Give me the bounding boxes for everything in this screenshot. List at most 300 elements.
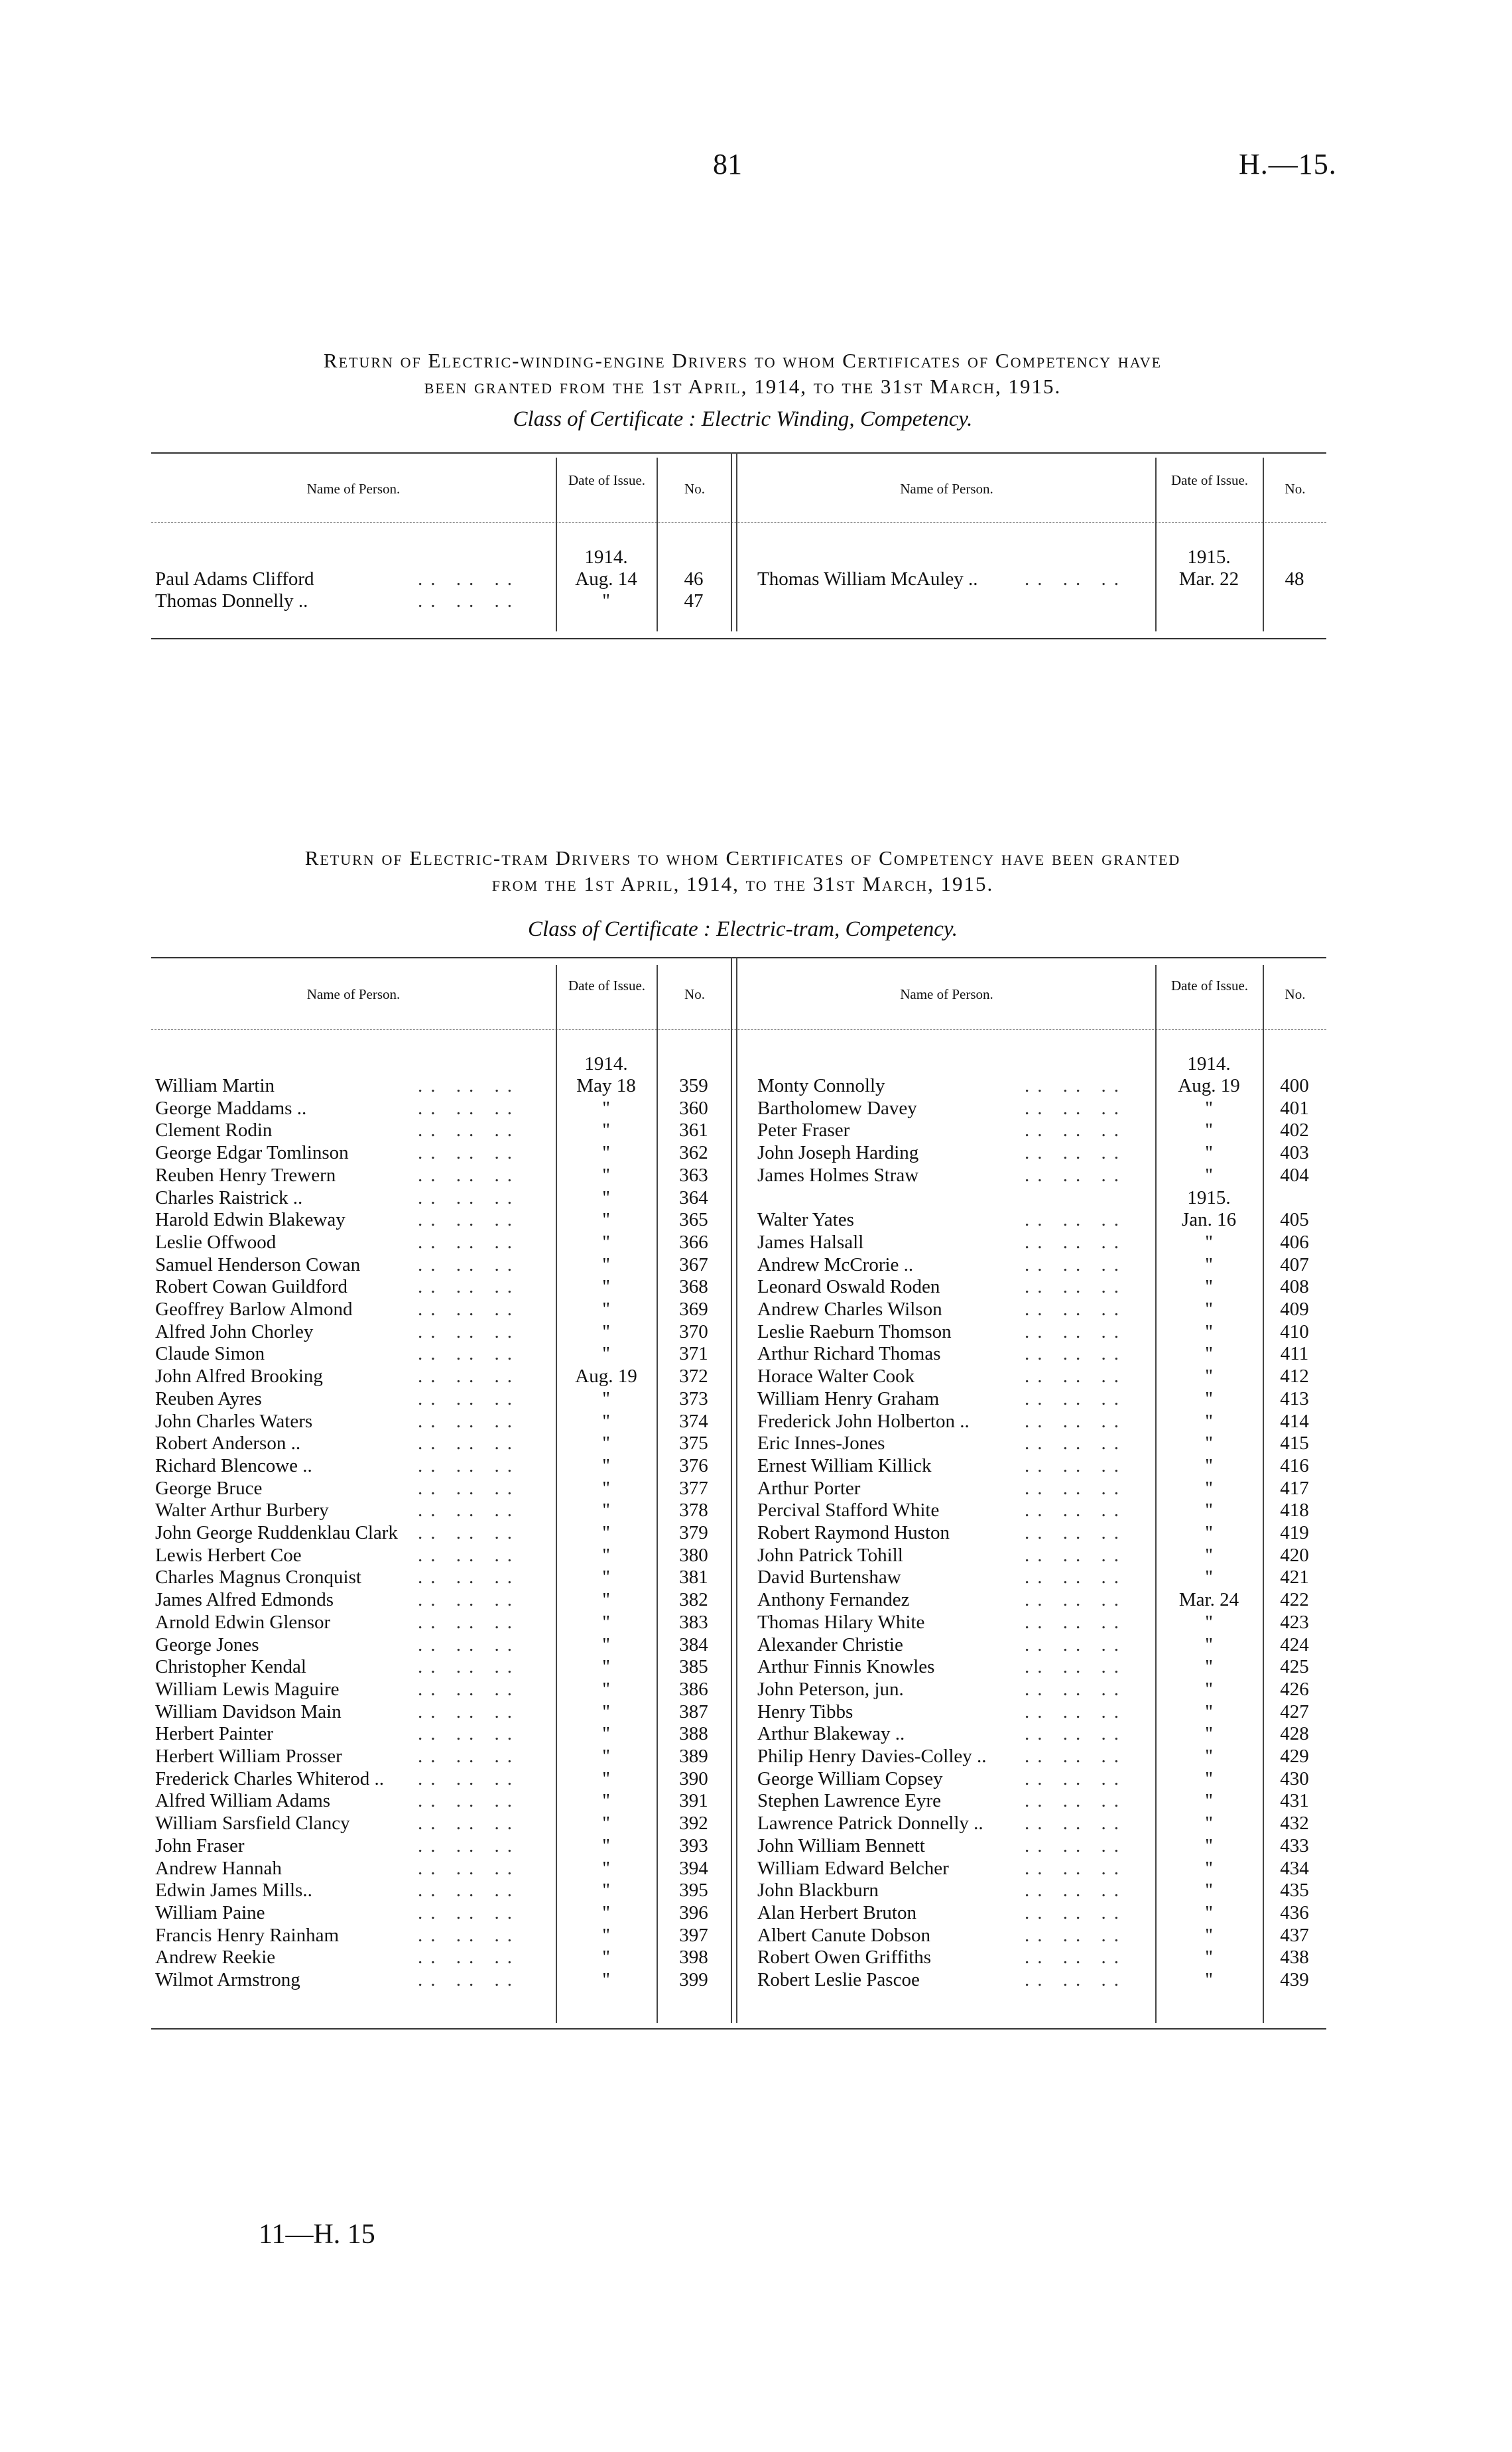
certificate-number: 402 bbox=[1280, 1120, 1309, 1141]
person-name: James Alfred Edmonds bbox=[155, 1589, 334, 1611]
person-name: Andrew Reekie bbox=[155, 1947, 276, 1968]
issue-date: " bbox=[1205, 1299, 1213, 1320]
certificate-number: 414 bbox=[1280, 1410, 1309, 1432]
issue-date: " bbox=[602, 1254, 610, 1275]
certificate-number: 438 bbox=[1280, 1947, 1309, 1968]
issue-date: " bbox=[1205, 1857, 1213, 1879]
certificate-number: 365 bbox=[679, 1209, 708, 1231]
certificate-number: 48 bbox=[1285, 568, 1304, 590]
issue-date: " bbox=[602, 1947, 610, 1968]
issue-date: " bbox=[1205, 1656, 1213, 1678]
issue-date: " bbox=[1205, 1097, 1213, 1119]
issue-date: " bbox=[602, 1276, 610, 1298]
leader-dots: .. .. .. bbox=[1025, 1164, 1127, 1186]
winding-col-date: Date of Issue. bbox=[568, 472, 646, 488]
leader-dots: .. .. .. bbox=[1025, 1500, 1127, 1521]
leader-dots: .. .. .. bbox=[1025, 1544, 1127, 1566]
certificate-number: 433 bbox=[1280, 1835, 1309, 1856]
person-name: John William Bennett bbox=[757, 1835, 925, 1856]
tram-col-name: Name of Person. bbox=[306, 986, 401, 1002]
certificate-number: 387 bbox=[679, 1701, 708, 1722]
person-name: Alfred John Chorley bbox=[155, 1321, 314, 1342]
leader-dots: .. .. .. bbox=[1025, 1142, 1127, 1164]
winding-col-name-right: Name of Person. bbox=[900, 481, 993, 497]
issue-date: " bbox=[1205, 1231, 1213, 1253]
certificate-number: 381 bbox=[679, 1567, 708, 1588]
leader-dots: .. .. .. bbox=[1025, 1768, 1127, 1789]
leader-dots: .. .. .. bbox=[418, 1321, 520, 1342]
tram-year-right-1915: 1915. bbox=[1187, 1187, 1231, 1208]
leader-dots: .. .. .. bbox=[1025, 1857, 1127, 1879]
issue-date: " bbox=[1205, 1969, 1213, 1990]
certificate-number: 366 bbox=[679, 1231, 708, 1253]
tram-top-rule bbox=[151, 957, 1326, 958]
certificate-number: 417 bbox=[1280, 1477, 1309, 1499]
issue-date: " bbox=[602, 1634, 610, 1655]
leader-dots: .. .. .. bbox=[418, 1522, 520, 1543]
certificate-number: 361 bbox=[679, 1120, 708, 1141]
person-name: Walter Arthur Burbery bbox=[155, 1500, 329, 1521]
leader-dots: .. .. .. bbox=[418, 1142, 520, 1164]
winding-col-no-right: No. bbox=[1285, 481, 1306, 497]
leader-dots: .. .. .. bbox=[1025, 1276, 1127, 1298]
leader-dots: .. .. .. bbox=[1025, 1433, 1127, 1454]
person-name: George Maddams .. bbox=[155, 1097, 307, 1119]
tram-header-rule bbox=[151, 1029, 1326, 1030]
issue-date: " bbox=[602, 1142, 610, 1164]
winding-top-rule bbox=[151, 452, 1326, 454]
leader-dots: .. .. .. bbox=[418, 1924, 520, 1946]
certificate-number: 379 bbox=[679, 1522, 708, 1543]
person-name: Arthur Porter bbox=[757, 1477, 861, 1499]
leader-dots: .. .. .. bbox=[1025, 1366, 1127, 1387]
issue-date: " bbox=[602, 1589, 610, 1611]
person-name: Lewis Herbert Coe bbox=[155, 1544, 302, 1566]
leader-dots: .. .. .. bbox=[1025, 1254, 1127, 1275]
issue-date: " bbox=[602, 1567, 610, 1588]
issue-date: " bbox=[1205, 1410, 1213, 1432]
leader-dots: .. .. .. bbox=[418, 1254, 520, 1275]
certificate-number: 384 bbox=[679, 1634, 708, 1655]
certificate-number: 360 bbox=[679, 1097, 708, 1119]
issue-date: Mar. 22 bbox=[1178, 568, 1239, 590]
issue-date: " bbox=[1205, 1454, 1213, 1476]
leader-dots: .. .. .. bbox=[1025, 1589, 1127, 1611]
person-name: George Edgar Tomlinson bbox=[155, 1142, 349, 1164]
person-name: Anthony Fernandez bbox=[757, 1589, 910, 1611]
winding-col-no: No. bbox=[684, 481, 705, 497]
winding-year-left: 1914. bbox=[584, 547, 628, 568]
leader-dots: .. .. .. bbox=[418, 1723, 520, 1745]
person-name: Christopher Kendal bbox=[155, 1656, 306, 1678]
tram-col-name-right: Name of Person. bbox=[900, 986, 993, 1002]
issue-date: " bbox=[602, 1924, 610, 1946]
issue-date: " bbox=[1205, 1768, 1213, 1789]
person-name: Bartholomew Davey bbox=[757, 1097, 917, 1119]
winding-divider bbox=[1155, 458, 1157, 631]
certificate-number: 426 bbox=[1280, 1678, 1309, 1700]
person-name: Geoffrey Barlow Almond bbox=[155, 1299, 353, 1320]
tram-year-right: 1914. bbox=[1187, 1053, 1231, 1074]
certificate-number: 420 bbox=[1280, 1544, 1309, 1566]
issue-date: " bbox=[602, 1678, 610, 1700]
issue-date: " bbox=[602, 1164, 610, 1186]
tram-class-line: Class of Certificate : Electric-tram, Competency. bbox=[528, 917, 958, 941]
issue-date: Mar. 24 bbox=[1178, 1589, 1239, 1611]
person-name: Alexander Christie bbox=[757, 1634, 903, 1655]
person-name: Leslie Raeburn Thomson bbox=[757, 1321, 952, 1342]
leader-dots: .. .. .. bbox=[418, 1790, 520, 1812]
certificate-number: 388 bbox=[679, 1723, 708, 1745]
leader-dots: .. .. .. bbox=[1025, 1880, 1127, 1902]
leader-dots: .. .. .. bbox=[418, 1209, 520, 1231]
person-name: Ernest William Killick bbox=[757, 1454, 932, 1476]
issue-date: " bbox=[602, 1813, 610, 1835]
certificate-number: 435 bbox=[1280, 1880, 1309, 1902]
certificate-number: 391 bbox=[679, 1790, 708, 1812]
leader-dots: .. .. .. bbox=[418, 1567, 520, 1588]
certificate-number: 404 bbox=[1280, 1164, 1309, 1186]
leader-dots: .. .. .. bbox=[1025, 1835, 1127, 1856]
person-name: John Fraser bbox=[155, 1835, 245, 1856]
person-name: Robert Raymond Huston bbox=[757, 1522, 950, 1543]
person-name: Edwin James Mills.. bbox=[155, 1880, 312, 1902]
person-name: Peter Fraser bbox=[757, 1120, 850, 1141]
certificate-number: 423 bbox=[1280, 1611, 1309, 1633]
certificate-number: 390 bbox=[679, 1768, 708, 1789]
tram-divider bbox=[736, 957, 737, 2023]
issue-date: " bbox=[1205, 1902, 1213, 1923]
issue-date: " bbox=[1205, 1142, 1213, 1164]
certificate-number: 421 bbox=[1280, 1567, 1309, 1588]
issue-date: " bbox=[1205, 1611, 1213, 1633]
leader-dots: .. .. .. bbox=[1025, 1209, 1127, 1231]
winding-heading-line2: been granted from the 1st April, 1914, to the 31st March, 1915. bbox=[424, 375, 1062, 398]
tram-year-left: 1914. bbox=[584, 1053, 628, 1074]
leader-dots: .. .. .. bbox=[418, 1746, 520, 1767]
issue-date: " bbox=[602, 1454, 610, 1476]
person-name: Clement Rodin bbox=[155, 1120, 273, 1141]
certificate-number: 439 bbox=[1280, 1969, 1309, 1990]
person-name: John Charles Waters bbox=[155, 1410, 313, 1432]
certificate-number: 369 bbox=[679, 1299, 708, 1320]
leader-dots: .. .. .. bbox=[1025, 1790, 1127, 1812]
certificate-number: 397 bbox=[679, 1924, 708, 1946]
issue-date: " bbox=[1205, 1723, 1213, 1745]
leader-dots: .. .. .. bbox=[1025, 1678, 1127, 1700]
person-name: John Alfred Brooking bbox=[155, 1366, 323, 1387]
certificate-number: 372 bbox=[679, 1366, 708, 1387]
issue-date: " bbox=[1205, 1433, 1213, 1454]
leader-dots: .. .. .. bbox=[1025, 1231, 1127, 1253]
certificate-number: 395 bbox=[679, 1880, 708, 1902]
certificate-number: 415 bbox=[1280, 1433, 1309, 1454]
person-name: Harold Edwin Blakeway bbox=[155, 1209, 346, 1231]
page-number: 81 bbox=[713, 148, 742, 180]
issue-date: " bbox=[602, 1410, 610, 1432]
leader-dots: .. .. .. bbox=[1025, 1902, 1127, 1923]
person-name: James Halsall bbox=[757, 1231, 864, 1253]
certificate-number: 411 bbox=[1280, 1343, 1309, 1365]
certificate-number: 419 bbox=[1280, 1522, 1309, 1543]
leader-dots: .. .. .. bbox=[1025, 1387, 1127, 1409]
issue-date: " bbox=[1205, 1366, 1213, 1387]
person-name: Frederick Charles Whiterod .. bbox=[155, 1768, 384, 1789]
leader-dots: .. .. .. bbox=[418, 1880, 520, 1902]
leader-dots: .. .. .. bbox=[418, 568, 520, 590]
leader-dots: .. .. .. bbox=[418, 1231, 520, 1253]
certificate-number: 422 bbox=[1280, 1589, 1309, 1611]
winding-year-right: 1915. bbox=[1187, 547, 1231, 568]
person-name: Arthur Finnis Knowles bbox=[757, 1656, 935, 1678]
issue-date: " bbox=[602, 1209, 610, 1231]
leader-dots: .. .. .. bbox=[418, 1343, 520, 1365]
leader-dots: .. .. .. bbox=[1025, 1454, 1127, 1476]
leader-dots: .. .. .. bbox=[1025, 1097, 1127, 1119]
leader-dots: .. .. .. bbox=[418, 1454, 520, 1476]
tram-heading-line1: Return of Electric-tram Drivers to whom Certificates of Competency have been granted bbox=[304, 846, 1181, 870]
certificate-number: 401 bbox=[1280, 1097, 1309, 1119]
leader-dots: .. .. .. bbox=[1025, 1701, 1127, 1722]
leader-dots: .. .. .. bbox=[1025, 568, 1127, 590]
person-name: Herbert Painter bbox=[155, 1723, 273, 1745]
certificate-number: 371 bbox=[679, 1343, 708, 1365]
issue-date: " bbox=[602, 1611, 610, 1633]
issue-date: " bbox=[602, 1902, 610, 1923]
leader-dots: .. .. .. bbox=[1025, 1343, 1127, 1365]
issue-date: " bbox=[602, 1723, 610, 1745]
leader-dots: .. .. .. bbox=[418, 1678, 520, 1700]
issue-date: " bbox=[1205, 1746, 1213, 1767]
person-name: Charles Raistrick .. bbox=[155, 1187, 303, 1208]
certificate-number: 370 bbox=[679, 1321, 708, 1342]
person-name: Stephen Lawrence Eyre bbox=[757, 1790, 941, 1812]
issue-date: " bbox=[602, 1321, 610, 1342]
certificate-number: 380 bbox=[679, 1544, 708, 1566]
issue-date: " bbox=[602, 1746, 610, 1767]
certificate-number: 434 bbox=[1280, 1857, 1309, 1879]
issue-date: " bbox=[602, 1522, 610, 1543]
leader-dots: .. .. .. bbox=[1025, 1075, 1127, 1096]
tram-col-no-right: No. bbox=[1285, 986, 1306, 1002]
issue-date: " bbox=[1205, 1813, 1213, 1835]
certificate-number: 412 bbox=[1280, 1366, 1309, 1387]
person-name: Leonard Oswald Roden bbox=[757, 1276, 940, 1298]
leader-dots: .. .. .. bbox=[418, 1969, 520, 1990]
certificate-number: 364 bbox=[679, 1187, 708, 1208]
issue-date: " bbox=[1205, 1701, 1213, 1722]
person-name: James Holmes Straw bbox=[757, 1164, 919, 1186]
person-name: John Patrick Tohill bbox=[757, 1544, 903, 1566]
certificate-number: 432 bbox=[1280, 1813, 1309, 1835]
leader-dots: .. .. .. bbox=[418, 1500, 520, 1521]
certificate-number: 377 bbox=[679, 1477, 708, 1499]
person-name: Samuel Henderson Cowan bbox=[155, 1254, 361, 1275]
person-name: Percival Stafford White bbox=[757, 1500, 940, 1521]
leader-dots: .. .. .. bbox=[418, 1768, 520, 1789]
leader-dots: .. .. .. bbox=[418, 1387, 520, 1409]
winding-divider bbox=[1263, 458, 1264, 631]
certificate-number: 378 bbox=[679, 1500, 708, 1521]
certificate-number: 405 bbox=[1280, 1209, 1309, 1231]
person-name: Albert Canute Dobson bbox=[757, 1924, 930, 1946]
person-name: William Davidson Main bbox=[155, 1701, 342, 1722]
person-name: Lawrence Patrick Donnelly .. bbox=[757, 1813, 983, 1835]
certificate-number: 429 bbox=[1280, 1746, 1309, 1767]
leader-dots: .. .. .. bbox=[1025, 1656, 1127, 1678]
person-name: Philip Henry Davies-Colley .. bbox=[757, 1746, 987, 1767]
person-name: John Joseph Harding bbox=[757, 1142, 919, 1164]
issue-date: " bbox=[1205, 1678, 1213, 1700]
tram-heading-line2: from the 1st April, 1914, to the 31st March, 1915. bbox=[491, 872, 994, 895]
issue-date: " bbox=[1205, 1634, 1213, 1655]
issue-date: " bbox=[602, 1969, 610, 1990]
leader-dots: .. .. .. bbox=[1025, 1813, 1127, 1835]
leader-dots: .. .. .. bbox=[418, 1120, 520, 1141]
leader-dots: .. .. .. bbox=[418, 590, 520, 612]
leader-dots: .. .. .. bbox=[418, 1611, 520, 1633]
person-name: George Jones bbox=[155, 1634, 259, 1655]
winding-bottom-rule bbox=[151, 638, 1326, 639]
leader-dots: .. .. .. bbox=[1025, 1969, 1127, 1990]
certificate-number: 382 bbox=[679, 1589, 708, 1611]
issue-date: " bbox=[1205, 1790, 1213, 1812]
certificate-number: 359 bbox=[679, 1075, 708, 1096]
person-name: Leslie Offwood bbox=[155, 1231, 277, 1253]
issue-date: " bbox=[602, 1387, 610, 1409]
certificate-number: 383 bbox=[679, 1611, 708, 1633]
person-name: Monty Connolly bbox=[757, 1075, 885, 1096]
issue-date: " bbox=[1205, 1544, 1213, 1566]
winding-divider bbox=[731, 452, 732, 631]
tram-col-no: No. bbox=[684, 986, 705, 1002]
person-name: William Lewis Maguire bbox=[155, 1678, 340, 1700]
winding-heading-line1: Return of Electric-winding-engine Drivers to whom Certificates of Competency have bbox=[323, 349, 1163, 372]
certificate-number: 437 bbox=[1280, 1924, 1309, 1946]
issue-date: " bbox=[1205, 1522, 1213, 1543]
winding-class-line: Class of Certificate : Electric Winding, Competency. bbox=[513, 407, 973, 431]
person-name: Robert Owen Griffiths bbox=[757, 1947, 932, 1968]
person-name: Robert Leslie Pascoe bbox=[757, 1969, 920, 1990]
issue-date: " bbox=[1205, 1276, 1213, 1298]
person-name: John George Ruddenklau Clark bbox=[155, 1522, 398, 1543]
issue-date: " bbox=[602, 1477, 610, 1499]
leader-dots: .. .. .. bbox=[418, 1544, 520, 1566]
certificate-number: 418 bbox=[1280, 1500, 1309, 1521]
issue-date: " bbox=[602, 1299, 610, 1320]
certificate-number: 409 bbox=[1280, 1299, 1309, 1320]
certificate-number: 46 bbox=[684, 568, 704, 590]
leader-dots: .. .. .. bbox=[1025, 1410, 1127, 1432]
issue-date: " bbox=[1205, 1835, 1213, 1856]
certificate-number: 367 bbox=[679, 1254, 708, 1275]
issue-date: " bbox=[602, 1097, 610, 1119]
person-name: Wilmot Armstrong bbox=[155, 1969, 300, 1990]
person-name: Horace Walter Cook bbox=[757, 1366, 915, 1387]
leader-dots: .. .. .. bbox=[418, 1097, 520, 1119]
issue-date: " bbox=[1205, 1321, 1213, 1342]
leader-dots: .. .. .. bbox=[418, 1835, 520, 1856]
certificate-number: 394 bbox=[679, 1857, 708, 1879]
certificate-number: 413 bbox=[1280, 1387, 1309, 1409]
issue-date: " bbox=[1205, 1500, 1213, 1521]
page-reference: H.—15. bbox=[1239, 148, 1337, 180]
person-name: John Blackburn bbox=[757, 1880, 879, 1902]
leader-dots: .. .. .. bbox=[1025, 1522, 1127, 1543]
person-name: Robert Anderson .. bbox=[155, 1433, 301, 1454]
leader-dots: .. .. .. bbox=[418, 1857, 520, 1879]
leader-dots: .. .. .. bbox=[418, 1902, 520, 1923]
person-name: Thomas Donnelly .. bbox=[155, 590, 308, 612]
leader-dots: .. .. .. bbox=[418, 1589, 520, 1611]
certificate-number: 368 bbox=[679, 1276, 708, 1298]
person-name: Francis Henry Rainham bbox=[155, 1924, 340, 1946]
person-name: Reuben Ayres bbox=[155, 1387, 262, 1409]
person-name: Reuben Henry Trewern bbox=[155, 1164, 336, 1186]
issue-date: Aug. 19 bbox=[1178, 1075, 1240, 1096]
person-name: Andrew Charles Wilson bbox=[757, 1299, 942, 1320]
person-name: George Bruce bbox=[155, 1477, 263, 1499]
leader-dots: .. .. .. bbox=[418, 1477, 520, 1499]
certificate-number: 399 bbox=[679, 1969, 708, 1990]
issue-date: " bbox=[602, 1880, 610, 1902]
issue-date: " bbox=[1205, 1880, 1213, 1902]
leader-dots: .. .. .. bbox=[1025, 1477, 1127, 1499]
page-footer: 11—H. 15 bbox=[259, 2219, 375, 2250]
certificate-number: 407 bbox=[1280, 1254, 1309, 1275]
tram-divider bbox=[731, 957, 732, 2023]
tram-col-date: Date of Issue. bbox=[568, 978, 646, 994]
certificate-number: 425 bbox=[1280, 1656, 1309, 1678]
leader-dots: .. .. .. bbox=[418, 1276, 520, 1298]
certificate-number: 436 bbox=[1280, 1902, 1309, 1923]
certificate-number: 416 bbox=[1280, 1454, 1309, 1476]
leader-dots: .. .. .. bbox=[418, 1299, 520, 1320]
person-name: Herbert William Prosser bbox=[155, 1746, 342, 1767]
certificate-number: 403 bbox=[1280, 1142, 1309, 1164]
certificate-number: 427 bbox=[1280, 1701, 1309, 1722]
certificate-number: 400 bbox=[1280, 1075, 1309, 1096]
certificate-number: 408 bbox=[1280, 1276, 1309, 1298]
certificate-number: 47 bbox=[684, 590, 704, 612]
leader-dots: .. .. .. bbox=[1025, 1299, 1127, 1320]
certificate-number: 392 bbox=[679, 1813, 708, 1835]
leader-dots: .. .. .. bbox=[418, 1634, 520, 1655]
person-name: Robert Cowan Guildford bbox=[155, 1276, 347, 1298]
certificate-number: 375 bbox=[679, 1433, 708, 1454]
issue-date: " bbox=[602, 1835, 610, 1856]
issue-date: " bbox=[602, 1120, 610, 1141]
certificate-number: 373 bbox=[679, 1387, 708, 1409]
issue-date: " bbox=[602, 590, 610, 612]
issue-date: " bbox=[1205, 1477, 1213, 1499]
issue-date: " bbox=[602, 1656, 610, 1678]
certificate-number: 385 bbox=[679, 1656, 708, 1678]
leader-dots: .. .. .. bbox=[418, 1947, 520, 1968]
certificate-number: 376 bbox=[679, 1454, 708, 1476]
leader-dots: .. .. .. bbox=[1025, 1567, 1127, 1588]
leader-dots: .. .. .. bbox=[418, 1433, 520, 1454]
certificate-number: 362 bbox=[679, 1142, 708, 1164]
certificate-number: 389 bbox=[679, 1746, 708, 1767]
issue-date: " bbox=[1205, 1387, 1213, 1409]
issue-date: " bbox=[1205, 1947, 1213, 1968]
certificate-number: 431 bbox=[1280, 1790, 1309, 1812]
person-name: Andrew McCrorie .. bbox=[757, 1254, 914, 1275]
issue-date: " bbox=[602, 1433, 610, 1454]
issue-date: " bbox=[602, 1857, 610, 1879]
person-name: William Sarsfield Clancy bbox=[155, 1813, 350, 1835]
